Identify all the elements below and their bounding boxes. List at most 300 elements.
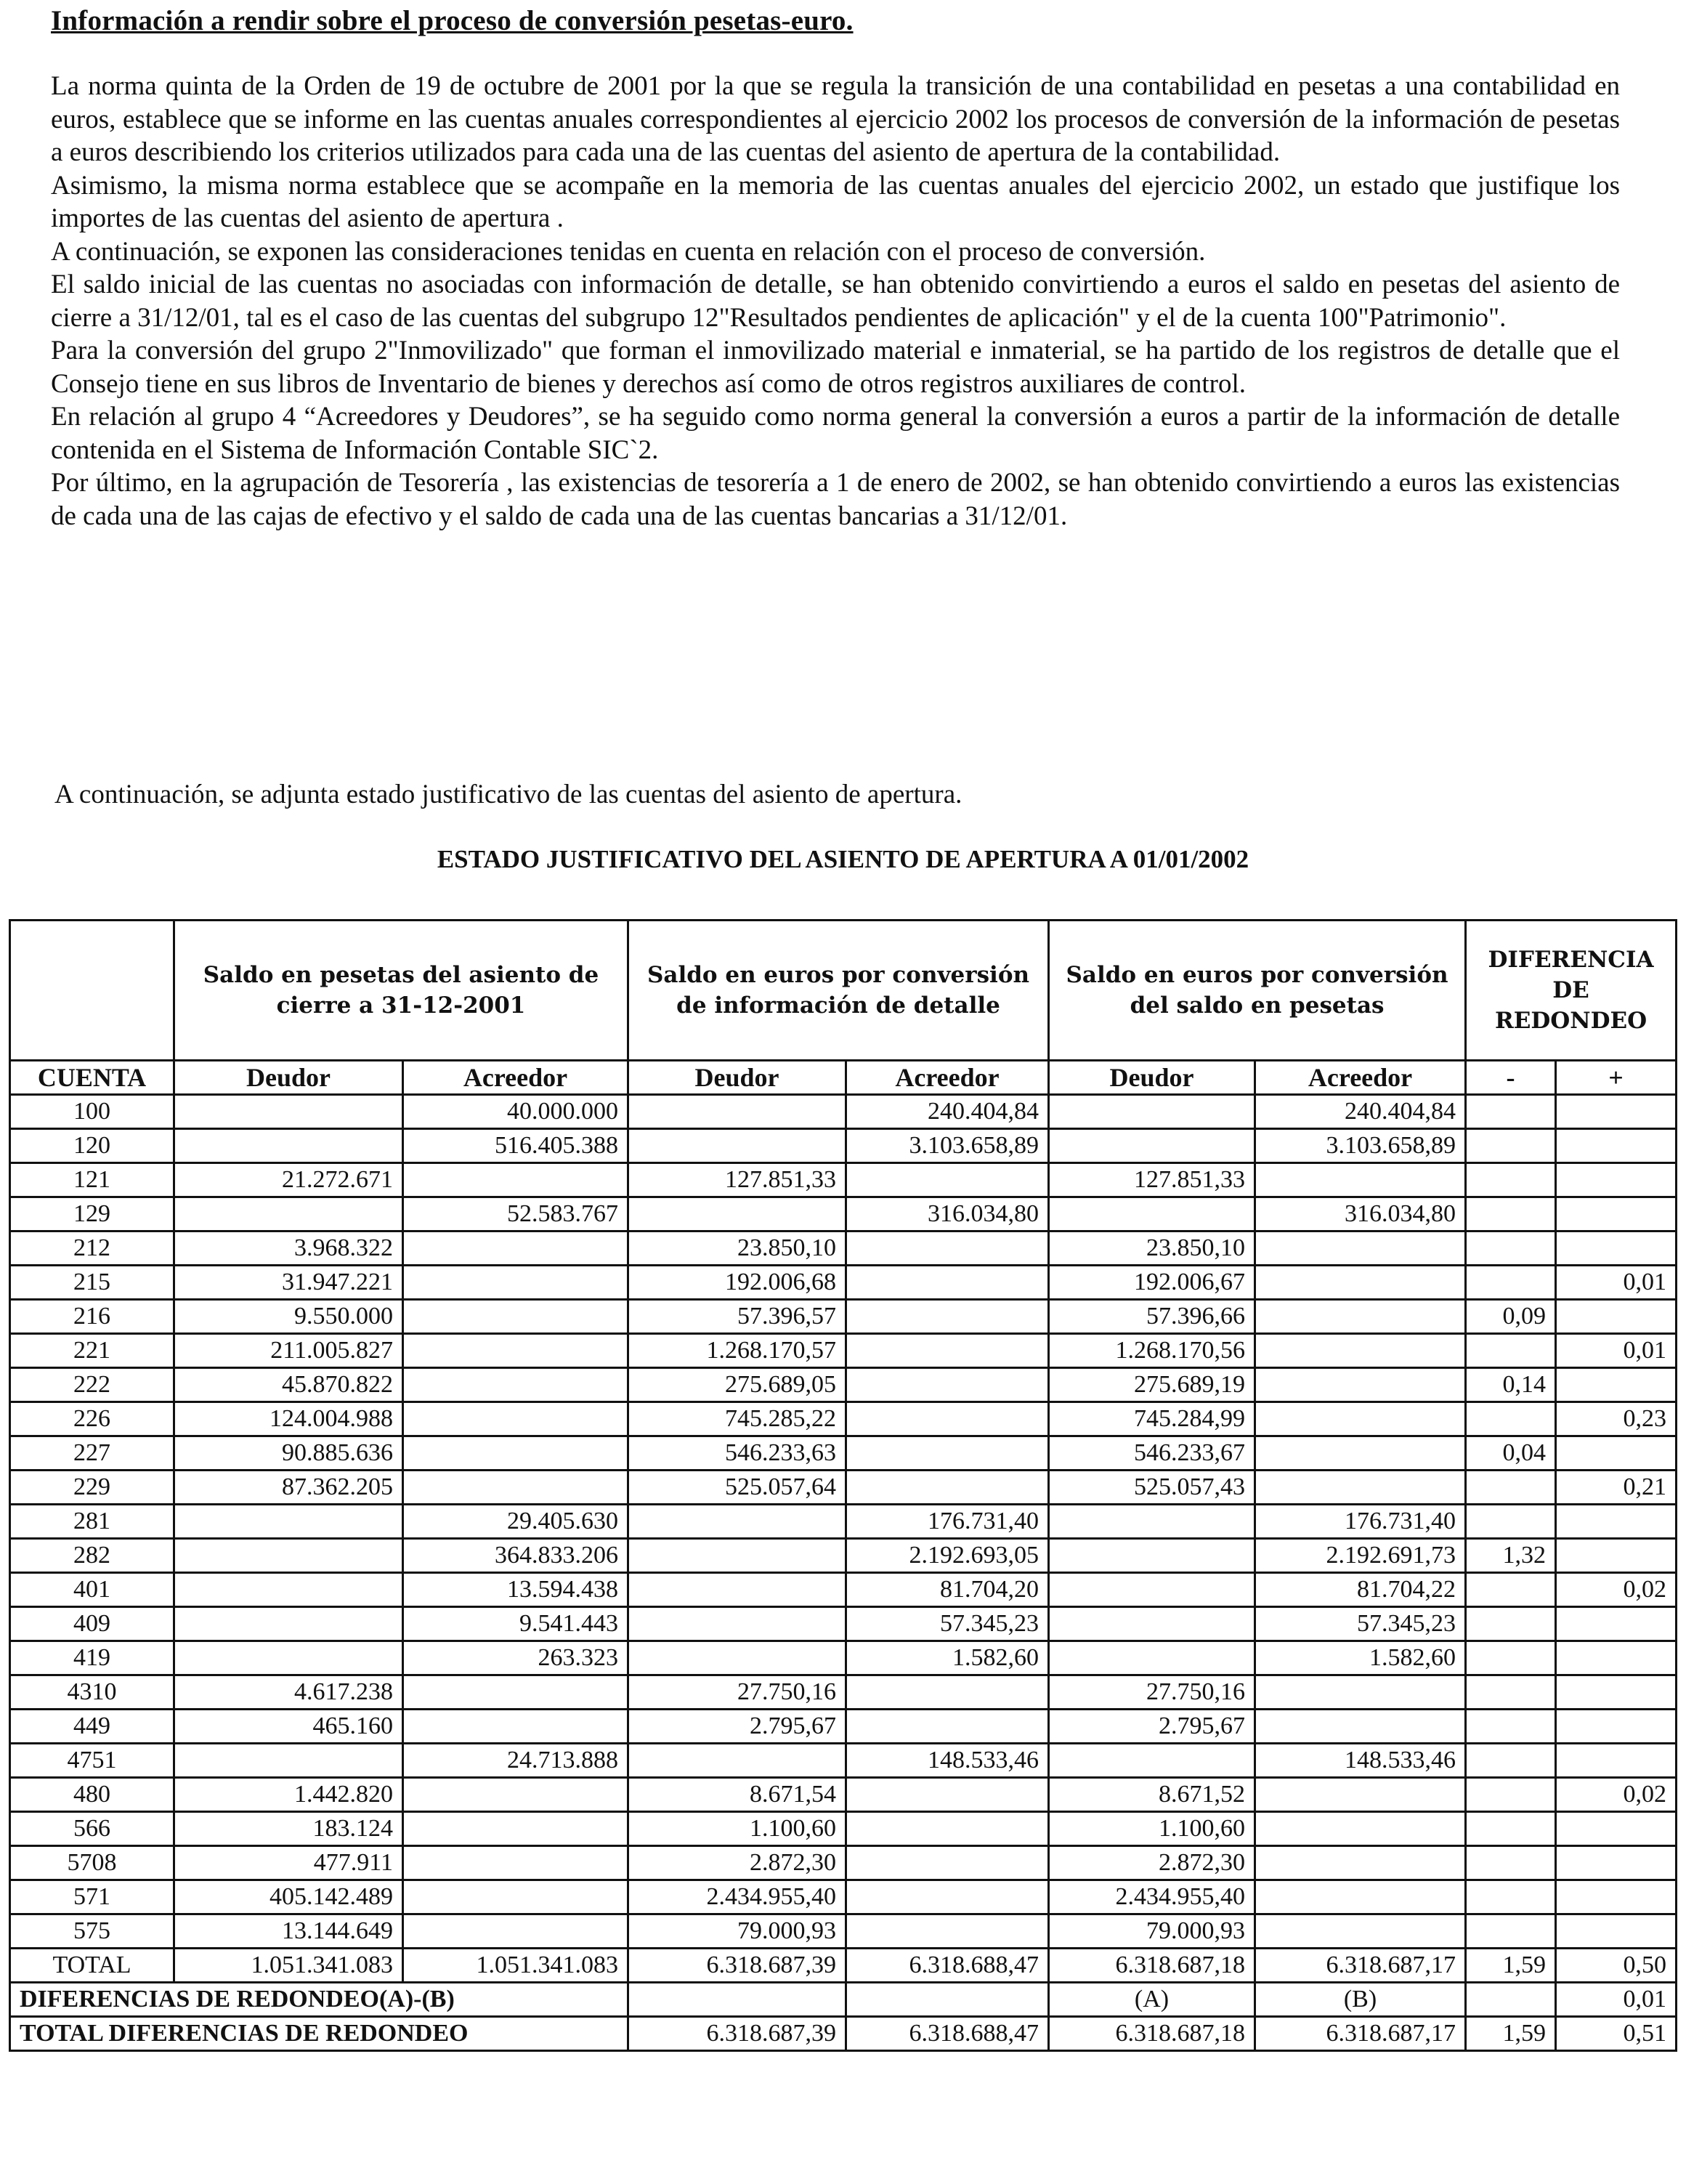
value-cell [1255,1812,1466,1846]
header-euros-pesetas: Saldo en euros por conversión del saldo en pesetas [1049,921,1466,1061]
value-cell: 13.144.649 [174,1914,403,1949]
value-cell [1255,1471,1466,1505]
value-cell: 1.100,60 [628,1812,846,1846]
value-cell: 275.689,05 [628,1368,846,1402]
account-cell: 229 [10,1471,174,1505]
value-cell: 9.550.000 [174,1300,403,1334]
total-rounding-diff-value: 0,51 [1556,2017,1677,2051]
rounding-diff-value: (B) [1255,1983,1466,2017]
account-cell: 215 [10,1266,174,1300]
value-cell: 87.362.205 [174,1471,403,1505]
paragraph: Por último, en la agrupación de Tesorería , las existencias de tesorería a 1 de enero de 2002, se han obtenido convirtiendo a euros las existencias de cada una de las cajas de efectivo y el saldo de cada una de las cuentas bancarias a 31/12/01. [51,468,1620,531]
value-cell: 2.872,30 [1049,1846,1255,1880]
total-value: 6.318.687,39 [628,1949,846,1983]
value-cell [174,1197,403,1231]
value-cell: 192.006,68 [628,1266,846,1300]
table-row [10,1471,1677,1505]
opening-entry-table [9,919,1677,2052]
account-cell: 282 [10,1539,174,1573]
table-row [10,1334,1677,1368]
total-value: 6.318.687,17 [1255,1949,1466,1983]
group-header-row [10,921,1677,1061]
header-euros-detalle: Saldo en euros por conversión de información de detalle [628,921,1049,1061]
value-cell [846,1231,1049,1266]
value-cell: 57.345,23 [1255,1607,1466,1641]
account-cell: 281 [10,1505,174,1539]
value-cell [1556,1710,1677,1744]
value-cell [1466,1812,1556,1846]
rounding-diff-value [846,1983,1049,2017]
body-text [51,70,1620,533]
account-cell: 449 [10,1710,174,1744]
value-cell: 8.671,52 [1049,1778,1255,1812]
value-cell: 3.968.322 [174,1231,403,1266]
total-value: 6.318.688,47 [846,1949,1049,1983]
value-cell [1556,1197,1677,1231]
account-cell: 4310 [10,1675,174,1710]
value-cell: 2.795,67 [628,1710,846,1744]
value-cell [1556,1163,1677,1197]
header-acreedor: Acreedor [846,1061,1049,1095]
value-cell: 1.442.820 [174,1778,403,1812]
value-cell: 316.034,80 [846,1197,1049,1231]
value-cell [1049,1197,1255,1231]
value-cell [1049,1744,1255,1778]
total-rounding-diff-row [10,2017,1677,2051]
value-cell [403,1163,628,1197]
value-cell: 0,04 [1466,1436,1556,1471]
table-row [10,1846,1677,1880]
table-body [10,1095,1677,2051]
value-cell [846,1163,1049,1197]
total-rounding-diff-label: TOTAL DIFERENCIAS DE REDONDEO [10,2017,628,2051]
value-cell: 364.833.206 [403,1539,628,1573]
value-cell [1466,1471,1556,1505]
total-rounding-diff-value: 6.318.687,17 [1255,2017,1466,2051]
value-cell [1466,1914,1556,1949]
value-cell [1049,1505,1255,1539]
table-row [10,1163,1677,1197]
value-cell: 275.689,19 [1049,1368,1255,1402]
value-cell [1556,1812,1677,1846]
value-cell [846,1436,1049,1471]
value-cell: 1.100,60 [1049,1812,1255,1846]
total-row [10,1949,1677,1983]
value-cell [174,1505,403,1539]
account-cell: 216 [10,1300,174,1334]
value-cell: 1.582,60 [846,1641,1049,1675]
value-cell [846,1846,1049,1880]
value-cell: 0,21 [1556,1471,1677,1505]
account-cell: 222 [10,1368,174,1402]
account-cell: 212 [10,1231,174,1266]
table-row [10,1880,1677,1914]
header-acreedor: + [1556,1061,1677,1095]
value-cell [628,1505,846,1539]
value-cell: 13.594.438 [403,1573,628,1607]
account-cell: 120 [10,1129,174,1163]
value-cell [403,1778,628,1812]
value-cell: 8.671,54 [628,1778,846,1812]
account-cell: 100 [10,1095,174,1129]
value-cell [1466,1334,1556,1368]
value-cell [1255,1300,1466,1334]
value-cell [846,1266,1049,1300]
value-cell [403,1231,628,1266]
account-cell: 571 [10,1880,174,1914]
value-cell [1466,1641,1556,1675]
table-row [10,1368,1677,1402]
total-rounding-diff-value: 6.318.687,39 [628,2017,846,2051]
value-cell [846,1300,1049,1334]
value-cell [1049,1539,1255,1573]
value-cell: 546.233,67 [1049,1436,1255,1471]
header-diferencia: DIFERENCIA DE REDONDEO [1466,921,1677,1061]
value-cell [846,1812,1049,1846]
value-cell [174,1641,403,1675]
account-cell: 5708 [10,1846,174,1880]
value-cell: 3.103.658,89 [846,1129,1049,1163]
value-cell: 57.396,57 [628,1300,846,1334]
value-cell [1255,1436,1466,1471]
value-cell: 4.617.238 [174,1675,403,1710]
value-cell [1049,1095,1255,1129]
value-cell: 127.851,33 [1049,1163,1255,1197]
value-cell: 31.947.221 [174,1266,403,1300]
value-cell: 745.285,22 [628,1402,846,1436]
table-row [10,1266,1677,1300]
value-cell [1466,1266,1556,1300]
account-cell: 226 [10,1402,174,1436]
value-cell [628,1129,846,1163]
paragraph: Para la conversión del grupo 2"Inmovilizado" que forman el inmovilizado material e inmaterial, se ha partido de los registros de detalle que el Consejo tiene en sus libros de Inventario de bienes y derechos así como de otros registros auxiliares de control. [51,336,1620,399]
value-cell [1466,1402,1556,1436]
value-cell [1556,1641,1677,1675]
value-cell: 127.851,33 [628,1163,846,1197]
header-acreedor: Acreedor [403,1061,628,1095]
account-cell: 409 [10,1607,174,1641]
table-row [10,1812,1677,1846]
value-cell: 240.404,84 [1255,1095,1466,1129]
value-cell [628,1095,846,1129]
value-cell [1255,1231,1466,1266]
value-cell: 405.142.489 [174,1880,403,1914]
value-cell [628,1197,846,1231]
value-cell [1466,1095,1556,1129]
value-cell: 124.004.988 [174,1402,403,1436]
value-cell [846,1710,1049,1744]
value-cell: 745.284,99 [1049,1402,1255,1436]
value-cell [628,1744,846,1778]
value-cell: 2.872,30 [628,1846,846,1880]
total-rounding-diff-value: 6.318.687,18 [1049,2017,1255,2051]
value-cell: 465.160 [174,1710,403,1744]
value-cell [1255,1266,1466,1300]
table-row [10,1710,1677,1744]
value-cell [1255,1846,1466,1880]
value-cell: 477.911 [174,1846,403,1880]
value-cell [846,1334,1049,1368]
value-cell: 2.192.691,73 [1255,1539,1466,1573]
header-deudor: Deudor [174,1061,403,1095]
paragraph: El saldo inicial de las cuentas no asociadas con información de detalle, se han obtenido convirtiendo a euros el saldo en pesetas del asiento de cierre a 31/12/01, tal es el caso de las cuentas del subgrupo 12"Resultados pendientes de aplicación" y el de la cuenta 100"Patrimonio". [51,270,1620,333]
total-value: 0,50 [1556,1949,1677,1983]
value-cell: 176.731,40 [846,1505,1049,1539]
table-row [10,1778,1677,1812]
document-heading: Información a rendir sobre el proceso de conversión pesetas-euro. [51,5,854,36]
value-cell [403,1266,628,1300]
rounding-diff-label: DIFERENCIAS DE REDONDEO(A)-(B) [10,1983,628,2017]
value-cell [1466,1607,1556,1641]
value-cell [174,1744,403,1778]
sub-header-row [10,1061,1677,1095]
table-row [10,1402,1677,1436]
value-cell: 1.268.170,57 [628,1334,846,1368]
value-cell: 45.870.822 [174,1368,403,1402]
paragraph: A continuación, se exponen las consideraciones tenidas en cuenta en relación con el proceso de conversión. [51,236,1206,267]
value-cell [628,1573,846,1607]
table-row [10,1573,1677,1607]
value-cell [1255,1334,1466,1368]
value-cell: 0,01 [1556,1266,1677,1300]
value-cell [403,1436,628,1471]
value-cell: 0,23 [1556,1402,1677,1436]
header-deudor: - [1466,1061,1556,1095]
table-title: ESTADO JUSTIFICATIVO DEL ASIENTO DE APERTURA A 01/01/2002 [437,845,1249,873]
account-cell: 480 [10,1778,174,1812]
total-rounding-diff-value: 6.318.688,47 [846,2017,1049,2051]
total-value: 1.051.341.083 [174,1949,403,1983]
value-cell: 0,09 [1466,1300,1556,1334]
paragraph: La norma quinta de la Orden de 19 de octubre de 2001 por la que se regula la transición de una contabilidad en pesetas a una contabilidad en euros, establece que se informe en las cuentas anuales correspondientes al ejercicio 2002 los procesos de conversión de la información de pesetas a euros describiendo los criterios utilizados para cada una de las cuentas del asiento de apertura de la contabilidad. [51,71,1620,167]
value-cell [174,1607,403,1641]
value-cell: 240.404,84 [846,1095,1049,1129]
value-cell: 525.057,43 [1049,1471,1255,1505]
value-cell: 79.000,93 [628,1914,846,1949]
value-cell: 81.704,22 [1255,1573,1466,1607]
value-cell [403,1846,628,1880]
account-cell: 129 [10,1197,174,1231]
value-cell: 192.006,67 [1049,1266,1255,1300]
value-cell: 1.268.170,56 [1049,1334,1255,1368]
value-cell: 57.345,23 [846,1607,1049,1641]
value-cell [1049,1607,1255,1641]
rounding-diff-value: (A) [1049,1983,1255,2017]
value-cell [1556,1505,1677,1539]
value-cell [846,1778,1049,1812]
value-cell: 176.731,40 [1255,1505,1466,1539]
table-row [10,1641,1677,1675]
value-cell [1466,1744,1556,1778]
value-cell [403,1368,628,1402]
value-cell [1049,1129,1255,1163]
account-cell: 401 [10,1573,174,1607]
value-cell: 211.005.827 [174,1334,403,1368]
header-pesetas: Saldo en pesetas del asiento de cierre a 31-12-2001 [174,921,628,1061]
value-cell [846,1368,1049,1402]
rounding-diff-row [10,1983,1677,2017]
value-cell: 2.192.693,05 [846,1539,1049,1573]
value-cell: 81.704,20 [846,1573,1049,1607]
table-row [10,1300,1677,1334]
value-cell [1466,1573,1556,1607]
value-cell [1556,1744,1677,1778]
value-cell [628,1641,846,1675]
account-cell: 575 [10,1914,174,1949]
value-cell: 57.396,66 [1049,1300,1255,1334]
value-cell [1556,1095,1677,1129]
header-empty-cell [10,921,174,1061]
value-cell [846,1402,1049,1436]
value-cell: 516.405.388 [403,1129,628,1163]
table-row [10,1505,1677,1539]
value-cell: 525.057,64 [628,1471,846,1505]
value-cell: 316.034,80 [1255,1197,1466,1231]
value-cell [174,1095,403,1129]
account-cell: 221 [10,1334,174,1368]
table-row [10,1675,1677,1710]
account-cell: 4751 [10,1744,174,1778]
value-cell [1556,1129,1677,1163]
table-row [10,1231,1677,1266]
table-row [10,1607,1677,1641]
value-cell [1255,1880,1466,1914]
value-cell: 0,14 [1466,1368,1556,1402]
value-cell: 148.533,46 [1255,1744,1466,1778]
value-cell [1556,1880,1677,1914]
value-cell [1466,1778,1556,1812]
value-cell: 263.323 [403,1641,628,1675]
value-cell [1255,1368,1466,1402]
value-cell [403,1880,628,1914]
account-cell: 121 [10,1163,174,1197]
rounding-diff-value [1466,1983,1556,2017]
paragraph: Asimismo, la misma norma establece que se acompañe en la memoria de las cuentas anuales del ejercicio 2002, un estado que justifique los importes de las cuentas del asiento de apertura . [51,170,1620,233]
value-cell: 148.533,46 [846,1744,1049,1778]
value-cell [403,1914,628,1949]
table-row [10,1197,1677,1231]
value-cell [403,1300,628,1334]
table-row [10,1129,1677,1163]
value-cell [1255,1914,1466,1949]
value-cell: 1,32 [1466,1539,1556,1573]
value-cell: 21.272.671 [174,1163,403,1197]
rounding-diff-value: 0,01 [1556,1983,1677,2017]
value-cell [1255,1402,1466,1436]
value-cell: 2.434.955,40 [1049,1880,1255,1914]
value-cell [1556,1539,1677,1573]
value-cell [1255,1163,1466,1197]
total-rounding-diff-value: 1,59 [1466,2017,1556,2051]
value-cell [1466,1231,1556,1266]
value-cell: 2.434.955,40 [628,1880,846,1914]
value-cell [1556,1368,1677,1402]
value-cell: 27.750,16 [1049,1675,1255,1710]
value-cell [1466,1197,1556,1231]
value-cell [403,1812,628,1846]
value-cell [403,1675,628,1710]
paragraph: En relación al grupo 4 “Acreedores y Deudores”, se ha seguido como norma general la conversión a euros a partir de la información de detalle contenida en el Sistema de Información Contable SIC`2. [51,402,1620,465]
value-cell: 546.233,63 [628,1436,846,1471]
value-cell: 9.541.443 [403,1607,628,1641]
table-row [10,1436,1677,1471]
header-deudor: Deudor [628,1061,846,1095]
value-cell [1556,1914,1677,1949]
value-cell: 0,02 [1556,1778,1677,1812]
rounding-diff-value [628,1983,846,2017]
value-cell: 3.103.658,89 [1255,1129,1466,1163]
value-cell: 29.405.630 [403,1505,628,1539]
total-value: 6.318.687,18 [1049,1949,1255,1983]
header-acreedor: Acreedor [1255,1061,1466,1095]
value-cell [846,1471,1049,1505]
total-value: 1,59 [1466,1949,1556,1983]
value-cell [628,1607,846,1641]
value-cell: 27.750,16 [628,1675,846,1710]
value-cell [1556,1675,1677,1710]
value-cell [1466,1880,1556,1914]
account-cell: 419 [10,1641,174,1675]
table-row [10,1914,1677,1949]
value-cell [1049,1573,1255,1607]
account-cell: 566 [10,1812,174,1846]
value-cell: 0,02 [1556,1573,1677,1607]
value-cell [1556,1846,1677,1880]
value-cell [846,1914,1049,1949]
value-cell [846,1675,1049,1710]
value-cell [1466,1163,1556,1197]
value-cell [1049,1641,1255,1675]
value-cell [1255,1675,1466,1710]
value-cell: 79.000,93 [1049,1914,1255,1949]
value-cell [628,1539,846,1573]
value-cell [174,1539,403,1573]
value-cell [1556,1231,1677,1266]
value-cell [1466,1505,1556,1539]
value-cell: 2.795,67 [1049,1710,1255,1744]
value-cell [1466,1710,1556,1744]
value-cell [403,1710,628,1744]
value-cell [1466,1675,1556,1710]
table-row [10,1539,1677,1573]
value-cell [1255,1778,1466,1812]
value-cell: 52.583.767 [403,1197,628,1231]
account-cell: 227 [10,1436,174,1471]
value-cell: 23.850,10 [628,1231,846,1266]
header-cuenta: CUENTA [10,1061,174,1095]
header-deudor: Deudor [1049,1061,1255,1095]
value-cell [1466,1129,1556,1163]
value-cell [403,1402,628,1436]
value-cell [403,1334,628,1368]
value-cell [174,1129,403,1163]
value-cell [1556,1607,1677,1641]
total-value: 1.051.341.083 [403,1949,628,1983]
value-cell [403,1471,628,1505]
value-cell [846,1880,1049,1914]
value-cell [1466,1846,1556,1880]
table-row [10,1095,1677,1129]
total-label: TOTAL [10,1949,174,1983]
value-cell: 0,01 [1556,1334,1677,1368]
value-cell [1255,1710,1466,1744]
value-cell: 183.124 [174,1812,403,1846]
value-cell: 23.850,10 [1049,1231,1255,1266]
value-cell: 1.582,60 [1255,1641,1466,1675]
value-cell: 24.713.888 [403,1744,628,1778]
value-cell [174,1573,403,1607]
intro-line: A continuación, se adjunta estado justificativo de las cuentas del asiento de apertura. [54,780,962,809]
